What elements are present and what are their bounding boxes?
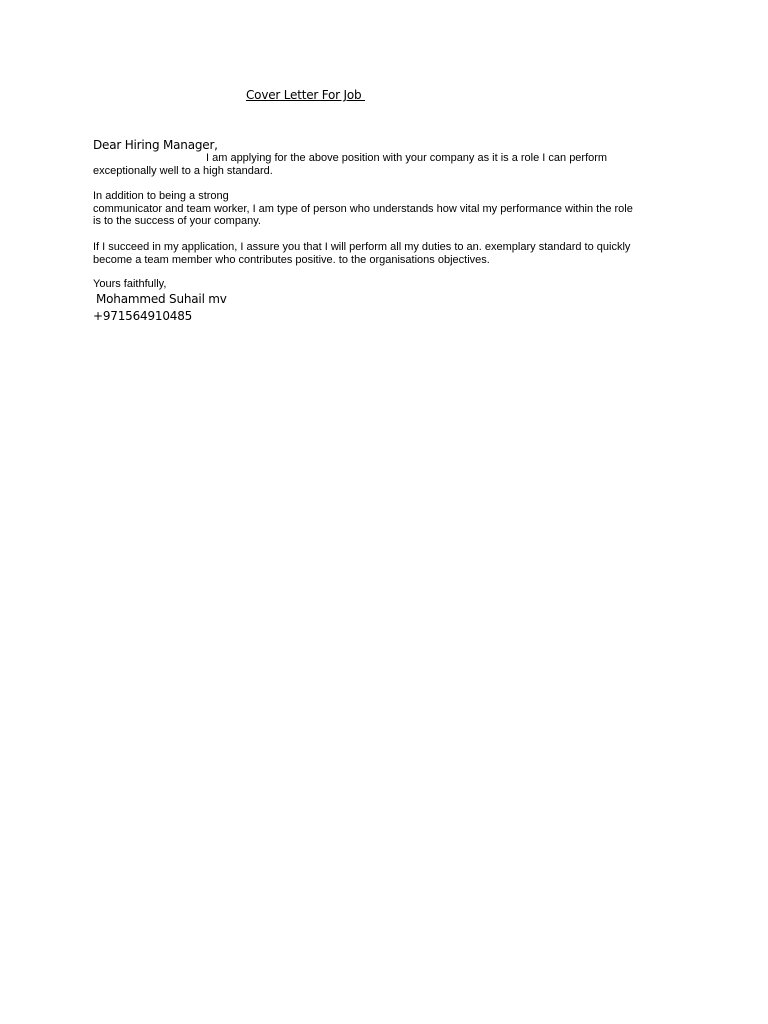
paragraph-line: If I succeed in my application, I assure you that I will perform all my duties to an. exemplary standard to quickly — [93, 241, 631, 253]
document-title: Cover Letter For Job — [246, 88, 366, 102]
paragraph-line: is to the success of your company. — [93, 215, 261, 227]
paragraph-line: I am applying for the above position with your company as it is a role I can perform — [206, 152, 608, 164]
phone-number: +971564910485 — [93, 309, 193, 323]
paragraph-line: exceptionally well to a high standard. — [93, 164, 273, 177]
paragraph-intro — [93, 152, 673, 177]
paragraph-line: communicator and team worker, I am type of person who understands how vital my performance within the role — [93, 202, 633, 215]
signature-name: Mohammed Suhail mv — [96, 292, 227, 306]
letter-greeting: Dear Hiring Manager, — [93, 138, 218, 152]
letter-closing: Yours faithfully, — [93, 278, 167, 290]
paragraph-commitment — [93, 241, 673, 266]
paragraph-line: In addition to being a strong — [93, 190, 229, 202]
paragraph-qualities — [93, 190, 673, 228]
paragraph-line: become a team member who contributes positive. to the organisations objectives. — [93, 253, 490, 266]
